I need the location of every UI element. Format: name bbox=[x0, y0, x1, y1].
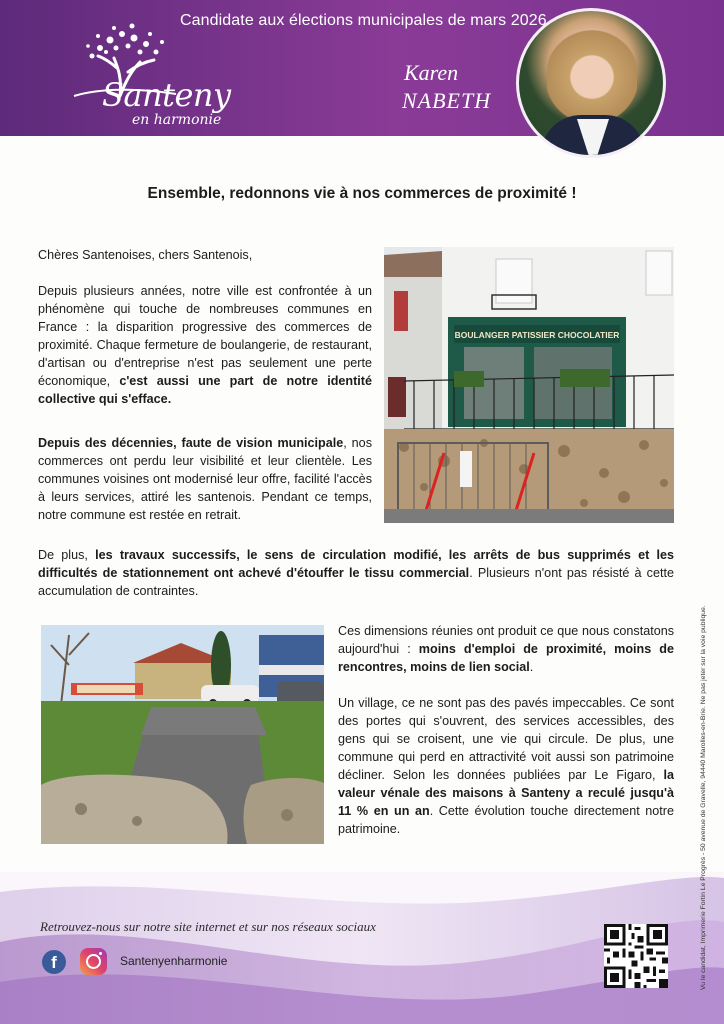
paragraph-1-bold: c'est aussi une part de notre identité collective qui s'efface. bbox=[38, 374, 372, 406]
paragraph-3-lead: De plus, bbox=[38, 548, 96, 562]
paragraph-3-bold: les travaux successifs, le sens de circulation modifié, les arrêts de bus supprimés et les difficultés de stationnement ont achevé d'étouffer le tissu commercial bbox=[38, 548, 674, 580]
santeny-logo bbox=[40, 18, 280, 128]
page-title: Ensemble, redonnons vie à nos commerces de proximité ! bbox=[147, 185, 577, 202]
candidate-first-name: Karen bbox=[404, 60, 459, 85]
paragraph-4: Ces dimensions réunies ont produit ce que nous constatons aujourd'hui : moins d'emploi de proximité, moins de rencontres, moins de lien social. bbox=[338, 624, 674, 674]
footer-tagline: Retrouvez-nous sur notre site internet et sur nos réseaux sociaux bbox=[40, 919, 376, 934]
bakery-photo bbox=[384, 247, 674, 523]
paragraph-5 bbox=[338, 694, 674, 838]
logo-subtitle: en harmonie bbox=[132, 112, 222, 128]
logo-name: Santeny bbox=[102, 76, 231, 114]
instagram-icon[interactable] bbox=[80, 948, 107, 975]
salutation: Chères Santenoises, chers Santenois, bbox=[38, 248, 253, 262]
candidate-last-name: NABETH bbox=[402, 88, 492, 113]
shop-sign: BOULANGER PATISSIER CHOCOLATIER bbox=[454, 330, 620, 340]
paragraph-4-text: Ces dimensions réunies ont produit ce que nous constatons aujourd'hui : bbox=[338, 624, 674, 656]
paragraph-5-text: Un village, ce ne sont pas des pavés impeccables. Ce sont des portes qui s'ouvrent, des services accessibles, des gens qui se croisent, une vie qui circule. De plus, une commune qui perd en attractivité voit aussi son patrimoine décliner. Selon les données publiées par Le Figaro, bbox=[338, 696, 674, 782]
election-banner-text: Candidate aux élections municipales de mars 2026 bbox=[180, 12, 547, 29]
paragraph-2-text: , nos commerces ont perdu leur visibilité et leur clientèle. Les communes voisines ont modernisé leur offre, facilité l'accès à leurs services, attiré les santenois. Pendant ce temps, notre commune est restée en retrait. bbox=[38, 436, 372, 522]
paragraph-5-end: . Cette évolution touche directement notre patrimoine. bbox=[338, 804, 674, 836]
qr-code-icon[interactable] bbox=[604, 924, 668, 988]
candidate-portrait bbox=[516, 8, 666, 158]
paragraph-1-text: Depuis plusieurs années, notre ville est confrontée à un phénomène qui touche de nombreuses communes en France : la disparition progressive des commerces de proximité. Chaque fermeture de boulangerie, de restaurant, d'artisan ou d'entreprise n'est pas seulement une perte économique, bbox=[38, 284, 372, 388]
paragraph-4-bold: moins d'emploi de proximité, moins de rencontres, moins de lien social bbox=[338, 642, 674, 674]
facebook-icon[interactable]: f bbox=[42, 950, 66, 974]
paragraph-3-text: . Plusieurs n'ont pas résisté à cette accumulation de contraintes. bbox=[38, 566, 674, 598]
paragraph-5-bold: la valeur vénale des maisons à Santeny a reculé jusqu'à 11 % en un an bbox=[338, 768, 674, 818]
paragraph-2-bold: Depuis des décennies, faute de vision municipale bbox=[38, 436, 344, 450]
legal-notice: Vu le candidat, Imprimerie Fortin Le Progrès - 50 avenue de Gravelle, 94440 Marolles-en-Brie. Ne pas jeter sur la voie publique. bbox=[700, 605, 707, 990]
street-photo bbox=[41, 625, 324, 844]
paragraph-1 bbox=[38, 282, 372, 408]
paragraph-3 bbox=[38, 546, 674, 600]
paragraph-2 bbox=[38, 434, 372, 524]
social-handle[interactable]: Santenyenharmonie bbox=[120, 954, 228, 968]
